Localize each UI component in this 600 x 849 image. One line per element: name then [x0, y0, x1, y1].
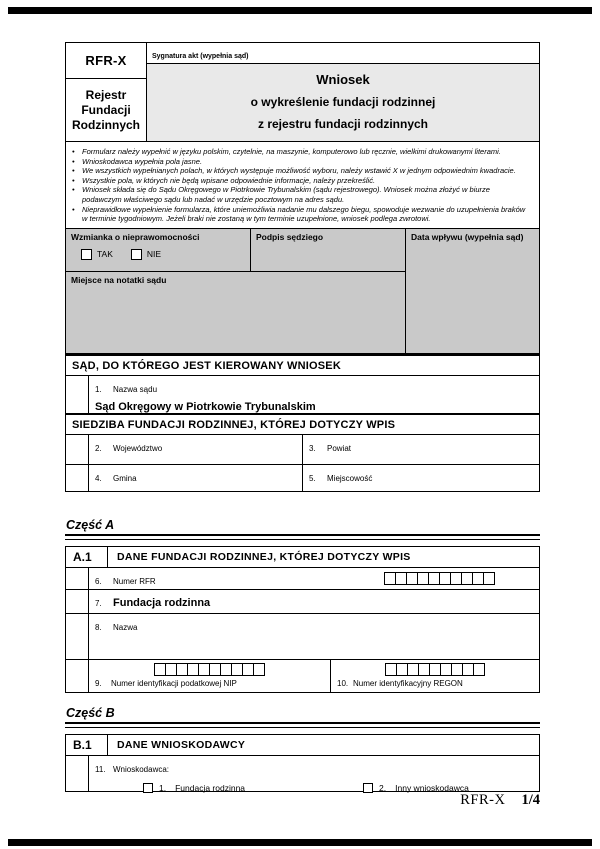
form-column — [65, 42, 540, 792]
tak-label: TAK — [97, 249, 113, 260]
option-label: Fundacja rodzinna — [175, 782, 246, 793]
field-nazwa-sadu-content — [89, 376, 539, 413]
section-a1-box — [65, 546, 540, 693]
part-a-rule — [65, 534, 540, 540]
form-code: RFR-X — [66, 43, 146, 79]
nie-checkbox[interactable] — [131, 249, 142, 260]
instruction-item: • Nieprawidłowe wypełnienie formularza, które uniemożliwia nadanie mu dalszego biegu, spowoduje wezwanie do uzupełnienia braków w terminie tygodniowym. Jeżeli braki nie zostaną w tym terminie uzupełnione, wniosek podlega zwrotowi. — [72, 205, 531, 224]
seat-grid — [66, 434, 539, 491]
court-name-value: Sąd Okręgowy w Piotrkowie Trybunalskim — [95, 400, 316, 413]
field-label: Numer identyfikacji podatkowej NIP — [111, 678, 237, 688]
field-gmina[interactable] — [66, 465, 302, 491]
section-b1-box — [65, 734, 540, 792]
field-number: 9. — [95, 678, 102, 688]
margin-strip — [66, 465, 89, 491]
field-nazwa-sadu — [66, 375, 539, 413]
court-notes-label: Miejsce na notatki sądu — [71, 274, 167, 285]
section-court-title: SĄD, DO KTÓREGO JEST KIEROWANY WNIOSEK — [66, 353, 539, 375]
field-label: Województwo — [113, 443, 163, 453]
field-number: 11. — [95, 764, 106, 774]
margin-strip — [66, 614, 89, 659]
margin-strip — [66, 435, 89, 464]
fundacja-rodzinna-value: Fundacja rodzinna — [113, 596, 211, 609]
field-wojewodztwo[interactable] — [66, 435, 302, 465]
bullet-icon — [72, 157, 82, 167]
invalidity-note-field — [66, 229, 251, 271]
field-number: 2. — [95, 443, 102, 453]
form-header — [66, 43, 539, 141]
field-label: Nazwa — [113, 622, 138, 632]
field-label: Miejscowość — [327, 473, 373, 483]
field-label: Powiat — [327, 443, 352, 453]
part-a-heading: Część A — [66, 517, 115, 532]
margin-strip — [66, 756, 89, 791]
part-b-heading: Część B — [66, 705, 115, 720]
bullet-icon — [72, 166, 82, 176]
field-nip-caption — [89, 676, 330, 688]
footer-form-code: RFR-X — [460, 792, 506, 808]
field-number: 10. — [337, 678, 349, 688]
section-a1-title: DANE FUNDACJI RODZINNEJ, KTÓREJ DOTYCZY WPIS — [117, 550, 411, 563]
field-miejscowosc[interactable] — [302, 465, 539, 491]
field-number: 6. — [95, 576, 102, 586]
bullet-icon — [72, 147, 82, 157]
form-title — [147, 64, 539, 141]
instruction-item: • Wniosek składa się do Sądu Okręgowego w Piotrkowie Trybunalskim (sądu rejestrowego). Wniosek można złożyć w biurze podawczym właściwego sądu lub nadać w urzędzie pocztowym na adres sądu. — [72, 185, 531, 204]
option-fundacja-rodzinna — [143, 783, 245, 793]
judge-signature-field[interactable] — [251, 229, 406, 271]
field-nip — [89, 660, 330, 692]
invalidity-options — [71, 249, 245, 260]
field-regon — [330, 660, 539, 692]
field-number: 1. — [95, 384, 102, 394]
invalidity-note-label: Wzmianka o nieprawomocności — [71, 231, 200, 242]
top-rule — [8, 7, 592, 14]
field-nazwa-sadu-caption — [95, 379, 533, 397]
inny-wnioskodawca-checkbox[interactable] — [363, 783, 373, 793]
case-signature-field[interactable] — [147, 43, 539, 64]
nie-label: NIE — [146, 249, 162, 260]
judge-signature-label: Podpis sędziego — [256, 231, 324, 242]
field-label: Numer RFR — [113, 576, 156, 586]
field-label: Wnioskodawca: — [113, 764, 170, 774]
field-wnioskodawca-caption — [95, 759, 533, 777]
instructions-box — [66, 141, 539, 228]
case-signature-label: Sygnatura akt (wypełnia sąd) — [152, 53, 249, 60]
field-number: 3. — [309, 443, 316, 453]
form-title-line2: o wykreślenie fundacji rodzinnej — [250, 95, 436, 109]
rfr-number-comb[interactable] — [384, 572, 495, 585]
field-fundacja-rodzinna — [66, 589, 539, 613]
field-label: Gmina — [113, 473, 137, 483]
court-annotations-box — [66, 228, 539, 353]
section-b1-code: B.1 — [66, 735, 108, 755]
form-header-right — [147, 43, 539, 141]
instruction-item: • We wszystkich wypełnianych polach, w których występuje możliwość wyboru, należy wstawić X w jednym odpowiednim kwadracie. — [72, 166, 531, 176]
part-b-rule — [65, 722, 540, 728]
form-title-line3: z rejestru fundacji rodzinnych — [257, 117, 429, 131]
field-number: 7. — [95, 598, 102, 608]
margin-strip — [66, 590, 89, 613]
field-number: 5. — [309, 473, 316, 483]
section-b1-header — [66, 735, 539, 755]
nip-comb[interactable] — [154, 663, 265, 676]
section-a1-header — [66, 547, 539, 567]
bullet-icon — [72, 205, 82, 224]
bullet-icon — [72, 176, 82, 186]
regon-comb[interactable] — [385, 663, 485, 676]
field-number: 8. — [95, 622, 102, 632]
tak-checkbox[interactable] — [81, 249, 92, 260]
bullet-icon — [72, 185, 82, 204]
field-label: Numer identyfikacyjny REGON — [353, 678, 463, 688]
fundacja-rodzinna-checkbox[interactable] — [143, 783, 153, 793]
court-notes-area[interactable] — [66, 271, 406, 353]
field-nazwa[interactable] — [66, 613, 539, 659]
field-numer-rfr — [66, 567, 539, 589]
instruction-item: • Wszystkie pola, w których nie będą wpisane odpowiednie informacje, należy przekreślić. — [72, 176, 531, 186]
footer-page-number: 1/4 — [521, 792, 540, 808]
instruction-item: • Wnioskodawca wypełnia pola jasne. — [72, 157, 531, 167]
field-powiat[interactable] — [302, 435, 539, 465]
field-wnioskodawca — [66, 755, 539, 791]
page-footer — [460, 792, 540, 809]
register-name: Rejestr Fundacji Rodzinnych — [72, 87, 140, 132]
form-header-left — [66, 43, 147, 141]
field-nip-regon-row — [66, 659, 539, 692]
margin-strip — [66, 376, 89, 413]
option-number: 1. — [159, 782, 167, 793]
field-regon-caption — [331, 676, 539, 688]
option-label: Inny wnioskodawca — [395, 782, 469, 793]
section-seat-title: SIEDZIBA FUNDACJI RODZINNEJ, KTÓREJ DOTYCZY WPIS — [66, 413, 539, 434]
field-number: 4. — [95, 473, 102, 483]
margin-strip — [66, 660, 89, 692]
section-b1-title: DANE WNIOSKODAWCY — [117, 738, 246, 751]
option-number: 2. — [379, 782, 387, 793]
form-title-line1: Wniosek — [316, 72, 370, 87]
form-main-box — [65, 42, 540, 492]
bottom-rule — [8, 839, 592, 846]
date-received-field[interactable] — [406, 229, 539, 353]
margin-strip — [66, 568, 89, 589]
field-label: Nazwa sądu — [113, 384, 158, 394]
date-received-label: Data wpływu (wypełnia sąd) — [411, 231, 524, 242]
section-a1-code: A.1 — [66, 547, 108, 567]
instruction-item: • Formularz należy wypełnić w języku polskim, czytelnie, na maszynie, komputerowo lub ręcznie, wielkimi drukowanymi literami. — [72, 147, 531, 157]
option-inny-wnioskodawca — [363, 783, 469, 793]
